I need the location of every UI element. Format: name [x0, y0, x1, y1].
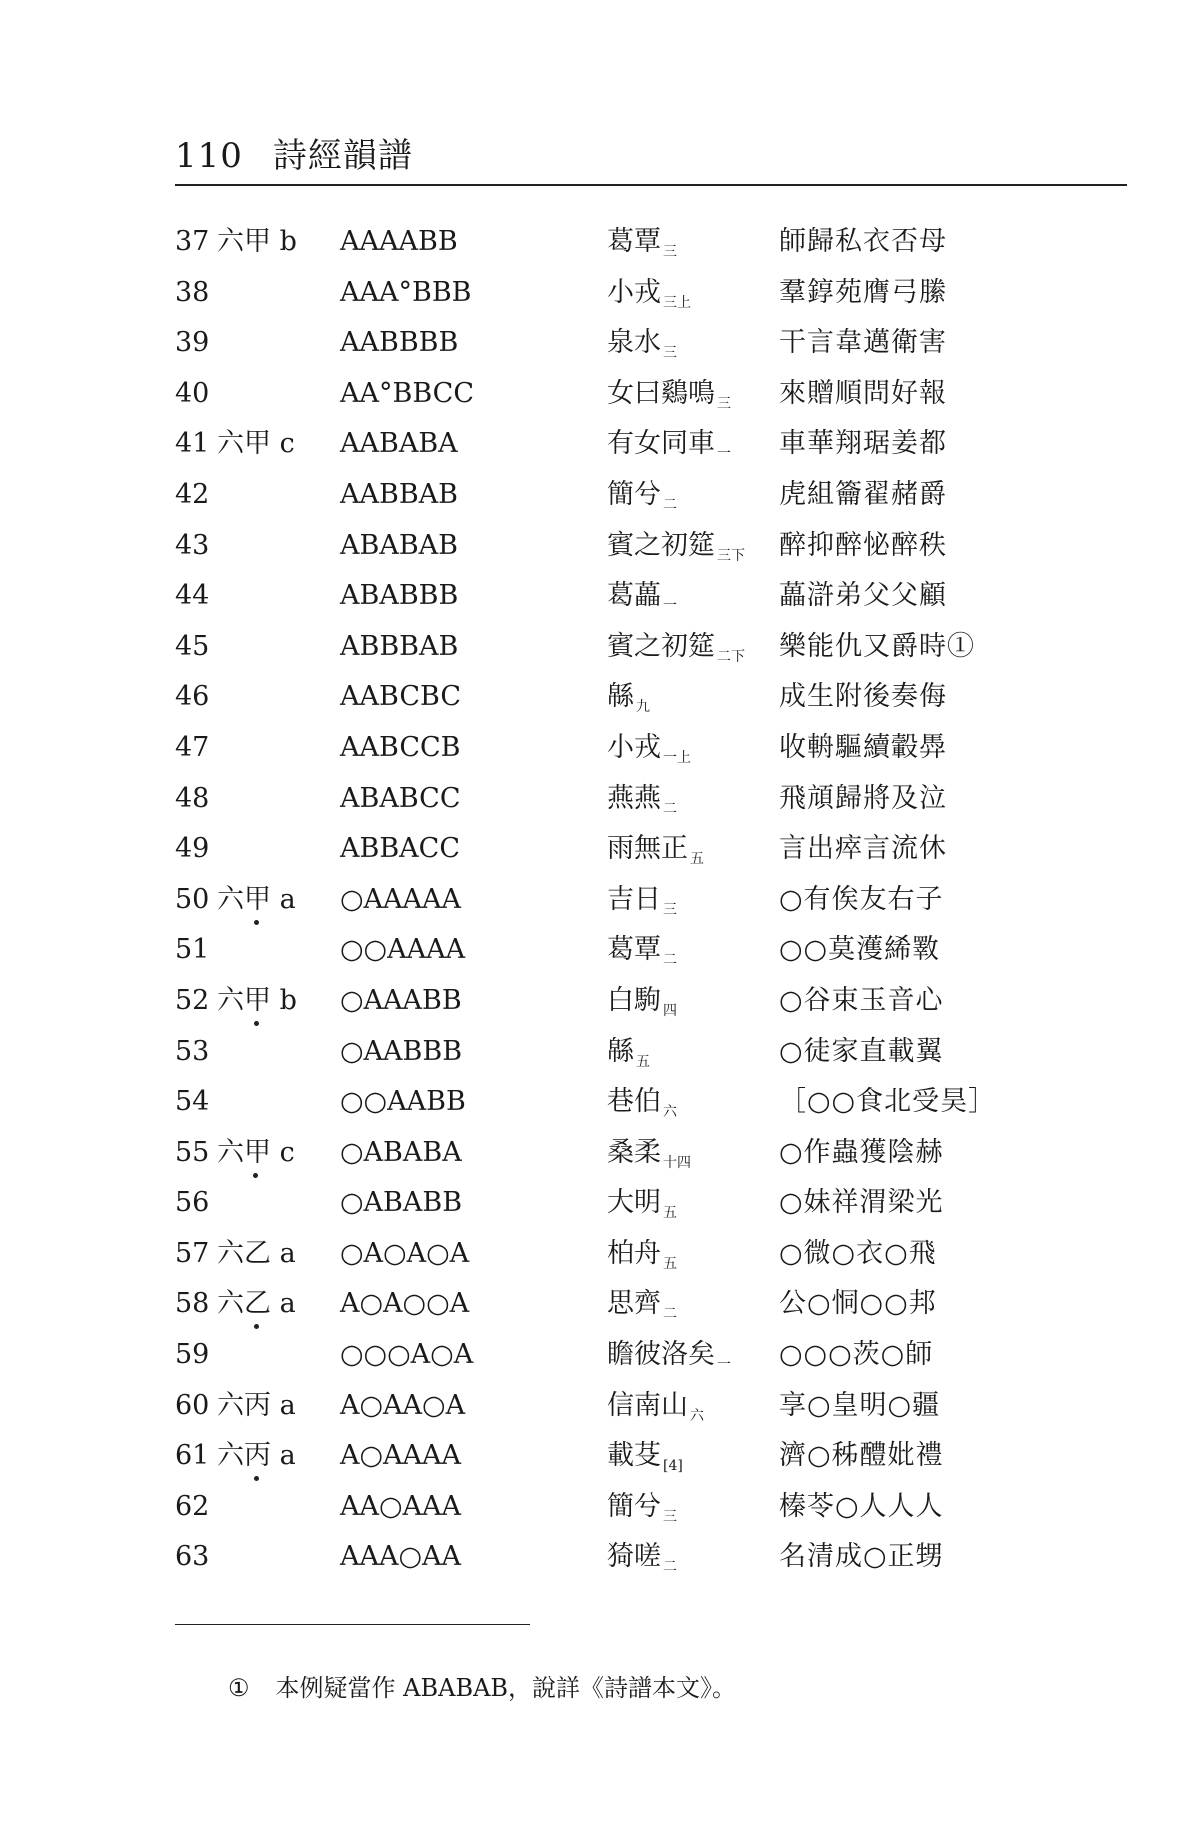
table-row — [175, 829, 1135, 880]
poem-title — [607, 1487, 677, 1537]
rhyme-words: ○谷束玉音心 — [779, 984, 944, 1016]
poem-title — [607, 526, 745, 576]
stanza-number: 六 — [663, 1104, 677, 1121]
table-row — [175, 1133, 1135, 1184]
poem-title-text: 信南山 — [607, 1389, 688, 1421]
stanza-type-label: 六丙 a — [217, 1389, 296, 1421]
poem-title — [607, 222, 677, 272]
row-number: 63 — [175, 1541, 210, 1573]
header-rule — [175, 184, 1127, 186]
rhyme-words: 言出瘁言流休 — [779, 833, 947, 865]
table-row — [175, 273, 1135, 324]
table-row — [175, 1487, 1135, 1538]
poem-title-text: 賓之初筵 — [607, 630, 715, 662]
stanza-type-label: 六乙 a — [217, 1237, 296, 1269]
poem-title — [607, 475, 677, 525]
poem-title — [607, 1335, 731, 1385]
stanza-number: 五 — [636, 1053, 650, 1070]
stanza-type — [217, 1284, 296, 1324]
stanza-number: 二下 — [717, 648, 745, 665]
stanza-number: 二 — [663, 1559, 677, 1576]
footnote-text: 本例疑當作 ABABAB，說詳《詩譜本文》。 — [275, 1674, 737, 1702]
poem-title — [607, 930, 677, 980]
rhyme-words: ○有俟友右子 — [779, 883, 944, 915]
stanza-number: 一 — [717, 1357, 731, 1374]
rhyme-words: 干言韋邁衛害 — [779, 327, 947, 359]
stanza-number: [4] — [663, 1458, 683, 1475]
rhyme-pattern: AABBBB — [340, 327, 459, 359]
row-number: 38 — [175, 276, 210, 308]
poem-title-text: 小戎 — [607, 731, 661, 763]
row-number: 62 — [175, 1490, 210, 1522]
poem-title-text: 載芟 — [607, 1440, 661, 1472]
row-number: 58 — [175, 1288, 210, 1320]
poem-title — [607, 576, 677, 626]
row-number: 51 — [175, 934, 210, 966]
rhyme-words: 醉抑醉怭醉秩 — [779, 529, 947, 561]
row-number: 39 — [175, 327, 210, 359]
rhyme-words: 享○皇明○疆 — [779, 1389, 941, 1421]
rhyme-words: 虎組籥翟赭爵 — [779, 478, 947, 510]
stanza-type-label: 六甲 a — [217, 883, 296, 915]
table-row — [175, 880, 1135, 931]
poem-title-text: 燕燕 — [607, 782, 661, 814]
row-number: 49 — [175, 833, 210, 865]
stanza-type-label: 六乙 a — [217, 1288, 296, 1320]
stanza-number: 三上 — [663, 294, 691, 311]
rhyme-pattern: AA○AAA — [340, 1490, 462, 1522]
row-number: 57 — [175, 1237, 210, 1269]
rhyme-words: ○妹祥渭梁光 — [779, 1187, 944, 1219]
rhyme-pattern: AA°BBCC — [340, 377, 474, 409]
poem-title-text: 吉日 — [607, 883, 661, 915]
stanza-type — [217, 880, 296, 920]
poem-title-text: 小戎 — [607, 276, 661, 308]
stanza-number: 六 — [690, 1407, 704, 1424]
rhyme-words: 車華翔琚姜都 — [779, 428, 947, 460]
rhyme-pattern: ABABBB — [340, 580, 459, 612]
rhyme-words: 樂能仇又爵時① — [779, 630, 975, 662]
stanza-number: 一 — [663, 598, 677, 615]
rhyme-pattern: AABCBC — [340, 681, 461, 713]
rhyme-words: 師歸私衣否母 — [779, 226, 947, 257]
stanza-type-label: 六甲 b — [217, 226, 297, 257]
poem-title-text: 瞻彼洛矣 — [607, 1339, 715, 1371]
poem-title — [607, 1133, 691, 1183]
rhyme-pattern: ABABCC — [340, 782, 461, 814]
poem-title — [607, 880, 677, 930]
footnote — [228, 1668, 736, 1703]
poem-title-text: 桑柔 — [607, 1136, 661, 1168]
stanza-number: 三 — [663, 1508, 677, 1525]
table-row — [175, 779, 1135, 830]
table-row — [175, 1436, 1135, 1487]
stanza-type — [217, 1436, 296, 1476]
rhyme-pattern: AABCCB — [340, 731, 461, 763]
poem-title — [607, 374, 731, 424]
table-row — [175, 222, 1135, 273]
poem-title — [607, 1537, 677, 1587]
poem-title — [607, 981, 677, 1031]
rhyme-words: ○○莫濩絺斁 — [779, 934, 941, 966]
poem-title — [607, 1234, 677, 1284]
stanza-number: 三 — [663, 244, 677, 260]
page-header — [175, 128, 413, 177]
rhyme-words: 成生附後奏侮 — [779, 681, 947, 713]
row-number: 40 — [175, 377, 210, 409]
row-number: 59 — [175, 1339, 210, 1371]
rhyme-pattern: ○A○A○A — [340, 1237, 470, 1269]
table-row — [175, 424, 1135, 475]
row-number: 52 — [175, 984, 210, 1016]
poem-title — [607, 323, 677, 373]
rhyme-words: ○作蟲獲陰赫 — [779, 1136, 944, 1168]
row-number: 61 — [175, 1440, 210, 1472]
stanza-number: 五 — [663, 1205, 677, 1222]
stanza-number: 三下 — [717, 547, 745, 564]
poem-title-text: 柏舟 — [607, 1237, 661, 1269]
table-row — [175, 1183, 1135, 1234]
poem-title-text: 巷伯 — [607, 1086, 661, 1118]
rhyme-pattern: AAAABB — [340, 226, 458, 257]
row-number: 44 — [175, 580, 210, 612]
stanza-type-label: 六甲 c — [217, 428, 295, 460]
rhyme-pattern: ○ABABB — [340, 1187, 463, 1219]
row-number: 60 — [175, 1389, 210, 1421]
stanza-number: 四 — [663, 1002, 677, 1019]
stanza-number: 一 — [717, 446, 731, 463]
poem-title-text: 泉水 — [607, 327, 661, 359]
rhyme-pattern: ○○AABB — [340, 1086, 466, 1118]
rhyme-words: ○徒家直載翼 — [779, 1035, 944, 1067]
rhyme-words: ○○○茨○師 — [779, 1339, 934, 1371]
stanza-number: 二 — [663, 1306, 677, 1323]
rhyme-words: ○微○衣○飛 — [779, 1237, 937, 1269]
rhyme-pattern: ○○○A○A — [340, 1339, 474, 1371]
row-number: 56 — [175, 1187, 210, 1219]
table-row — [175, 1082, 1135, 1133]
footnote-mark: ① — [228, 1674, 250, 1702]
table-row — [175, 1234, 1135, 1285]
poem-title-text: 簡兮 — [607, 1490, 661, 1522]
stanza-type — [217, 1234, 296, 1274]
table-row — [175, 1032, 1135, 1083]
stanza-number: 二 — [663, 800, 677, 817]
table-row — [175, 1335, 1135, 1386]
rhyme-pattern: ○AABBB — [340, 1035, 463, 1067]
poem-title — [607, 829, 704, 879]
rhyme-pattern: ○AAABB — [340, 984, 462, 1016]
rhyme-words: 榛苓○人人人 — [779, 1490, 944, 1522]
stanza-number: 三 — [663, 901, 677, 918]
stanza-number: 九 — [636, 699, 650, 716]
rhyme-pattern: ABABAB — [340, 529, 459, 561]
table-row — [175, 930, 1135, 981]
stanza-number: 五 — [690, 851, 704, 868]
stanza-number: 二 — [663, 496, 677, 513]
poem-title — [607, 273, 691, 323]
rhyme-words: 來贈順問好報 — [779, 377, 947, 409]
rhyme-pattern: ABBBAB — [340, 630, 459, 662]
table-row — [175, 1284, 1135, 1335]
rhyme-words: 濟○秭醴妣禮 — [779, 1440, 944, 1472]
table-row — [175, 1537, 1135, 1588]
stanza-type — [217, 1386, 296, 1426]
stanza-number: 十四 — [663, 1154, 691, 1171]
row-number: 45 — [175, 630, 210, 662]
row-number: 55 — [175, 1136, 210, 1168]
rhyme-pattern: ○AAAAA — [340, 883, 462, 915]
poem-title — [607, 1032, 650, 1082]
poem-title — [607, 424, 731, 474]
rhyme-words: 公○恫○○邦 — [779, 1288, 937, 1320]
table-row — [175, 677, 1135, 728]
rhyme-pattern: AABABA — [340, 428, 458, 460]
poem-title — [607, 677, 650, 727]
rhyme-pattern: ○○AAAA — [340, 934, 466, 966]
table-row — [175, 526, 1135, 577]
stanza-type-label: 六甲 c — [217, 1136, 295, 1168]
poem-title-text: 猗嗟 — [607, 1541, 661, 1573]
table-row — [175, 374, 1135, 425]
rhyme-pattern: A○A○○A — [340, 1288, 470, 1320]
poem-title-text: 葛藟 — [607, 580, 661, 612]
row-number: 43 — [175, 529, 210, 561]
footnote-rule — [175, 1624, 530, 1625]
rhyme-pattern: ○ABABA — [340, 1136, 462, 1168]
rhyme-pattern: A○AA○A — [340, 1389, 466, 1421]
rhyme-words: 名清成○正甥 — [779, 1541, 944, 1573]
poem-title — [607, 779, 677, 829]
poem-title-text: 思齊 — [607, 1288, 661, 1320]
rhyme-pattern: A○AAAA — [340, 1440, 462, 1472]
poem-title-text: 白駒 — [607, 984, 661, 1016]
poem-title — [607, 1183, 677, 1233]
rhyme-words: ［○○食北受昊］ — [779, 1086, 997, 1118]
poem-title — [607, 1082, 677, 1132]
rhyme-table — [175, 222, 1135, 1588]
rhyme-pattern: AAA○AA — [340, 1541, 462, 1573]
poem-title-text: 緜 — [607, 681, 634, 713]
poem-title — [607, 1436, 683, 1486]
table-row — [175, 728, 1135, 779]
poem-title-text: 賓之初筵 — [607, 529, 715, 561]
stanza-type — [217, 222, 297, 262]
row-number: 53 — [175, 1035, 210, 1067]
poem-title — [607, 728, 691, 778]
poem-title-text: 有女同車 — [607, 428, 715, 460]
stanza-type-label: 六甲 b — [217, 984, 297, 1016]
stanza-type-label: 六丙 a — [217, 1440, 296, 1472]
table-row — [175, 323, 1135, 374]
row-number: 54 — [175, 1086, 210, 1118]
poem-title-text: 葛覃 — [607, 934, 661, 966]
table-row — [175, 1386, 1135, 1437]
row-number: 37 — [175, 226, 210, 257]
row-number: 47 — [175, 731, 210, 763]
stanza-type — [217, 424, 295, 464]
row-number: 42 — [175, 478, 210, 510]
stanza-number: 一上 — [663, 749, 691, 766]
poem-title — [607, 1284, 677, 1334]
stanza-number: 五 — [663, 1255, 677, 1272]
row-number: 46 — [175, 681, 210, 713]
table-row — [175, 627, 1135, 678]
poem-title — [607, 627, 745, 677]
stanza-type — [217, 981, 297, 1021]
poem-title-text: 葛覃 — [607, 226, 661, 257]
book-title: 詩經韻譜 — [272, 136, 413, 176]
stanza-number: 三 — [717, 395, 731, 412]
rhyme-pattern: ABBACC — [340, 833, 460, 865]
poem-title-text: 大明 — [607, 1187, 661, 1219]
poem-title-text: 雨無正 — [607, 833, 688, 865]
rhyme-pattern: AAA°BBB — [340, 276, 472, 308]
stanza-number: 二 — [663, 952, 677, 969]
rhyme-words: 飛頏歸將及泣 — [779, 782, 947, 814]
stanza-number: 三 — [663, 345, 677, 362]
poem-title — [607, 1386, 704, 1436]
rhyme-words: 羣錞苑膺弓縢 — [779, 276, 947, 308]
table-row — [175, 981, 1135, 1032]
poem-title-text: 女曰鷄鳴 — [607, 377, 715, 409]
table-row — [175, 475, 1135, 526]
page-number: 110 — [175, 136, 243, 176]
rhyme-words: 藟滸弟父父顧 — [779, 580, 947, 612]
row-number: 48 — [175, 782, 210, 814]
row-number: 50 — [175, 883, 210, 915]
rhyme-words: 收輈驅續轂馵 — [779, 731, 947, 763]
poem-title-text: 簡兮 — [607, 478, 661, 510]
stanza-type — [217, 1133, 295, 1173]
rhyme-pattern: AABBAB — [340, 478, 459, 510]
row-number: 41 — [175, 428, 210, 460]
table-row — [175, 576, 1135, 627]
poem-title-text: 緜 — [607, 1035, 634, 1067]
